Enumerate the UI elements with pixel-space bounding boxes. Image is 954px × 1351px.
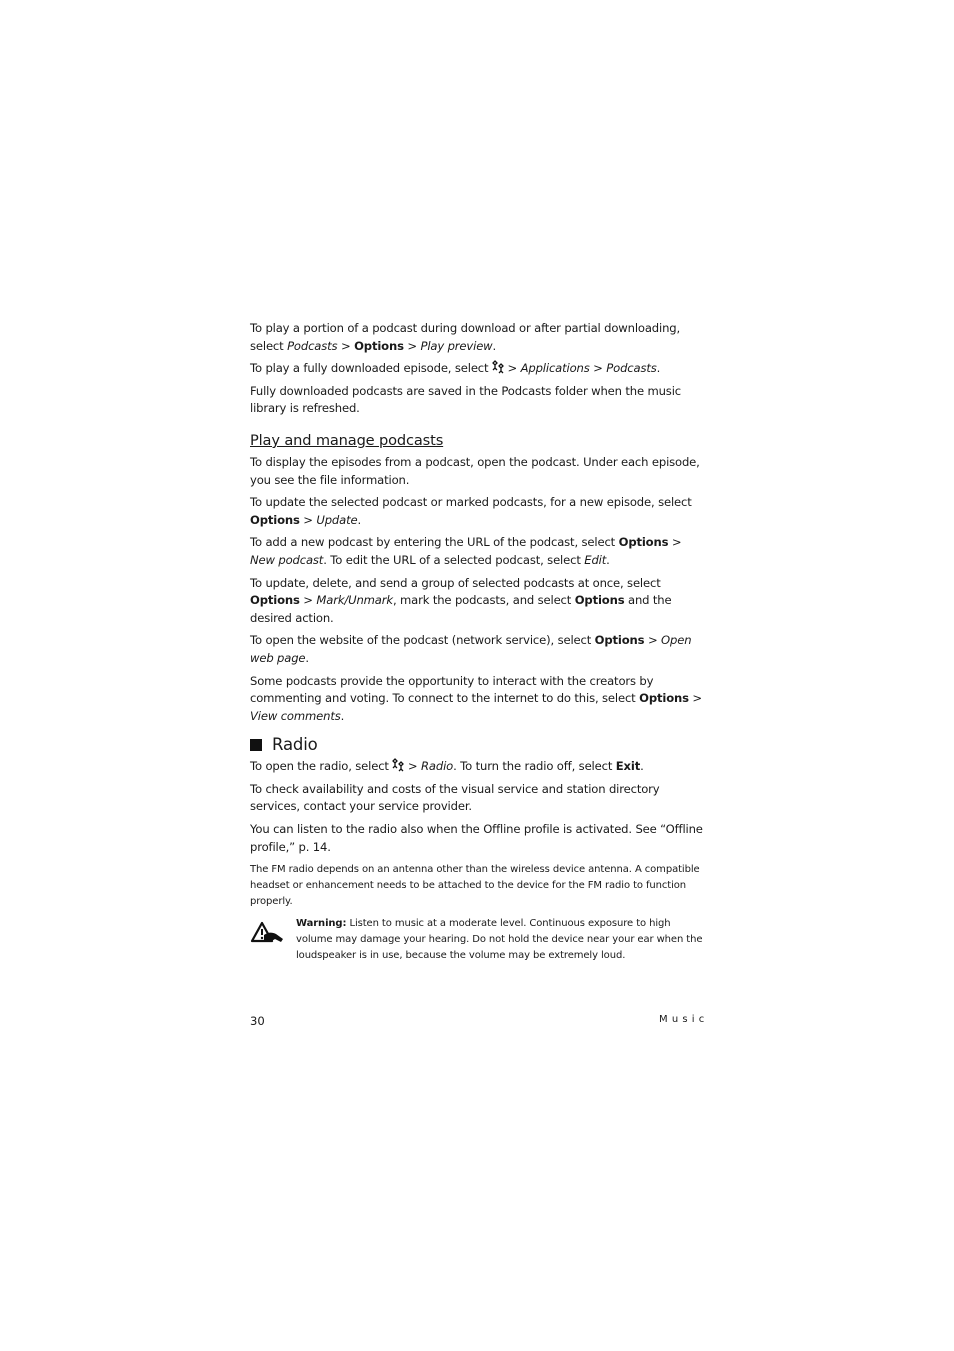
- menu-key-icon: [392, 758, 404, 772]
- menu-key-icon: [492, 360, 504, 374]
- manage-paragraph-3: To add a new podcast by entering the URL of the podcast, select Options > New podcast. To edit the URL of a selected podcast, select Edit.: [250, 535, 682, 567]
- warning-block: [250, 916, 706, 964]
- intro-paragraph-2: To play a fully downloaded episode, select > Applications > Podcasts.: [250, 361, 661, 376]
- black-square-icon: [250, 739, 262, 751]
- section-heading-radio: [250, 735, 706, 755]
- warning-icon: [250, 920, 284, 946]
- radio-paragraph-3: You can listen to the radio also when the Offline profile is activated. See “Offline profile,” p. 14.: [250, 822, 703, 854]
- manage-paragraph-1: To display the episodes from a podcast, open the podcast. Under each episode, you see the file information.: [250, 454, 700, 487]
- page-content: [250, 320, 706, 964]
- intro-paragraph-3: Fully downloaded podcasts are saved in the Podcasts folder when the music library is refreshed.: [250, 383, 681, 416]
- section-heading-play-manage: Play and manage podcasts: [250, 431, 444, 449]
- radio-paragraph-2: To check availability and costs of the visual service and station directory services, contact your service provider.: [250, 781, 660, 814]
- manage-paragraph-5: To open the website of the podcast (network service), select Options > Open web page.: [250, 633, 692, 665]
- manage-paragraph-4: To update, delete, and send a group of selected podcasts at once, select Options > Mark/Unmark, mark the podcasts, and select Options and the desired action.: [250, 575, 672, 625]
- fm-radio-note: The FM radio depends on an antenna other than the wireless device antenna. A compatible headset or enhancement needs to be attached to the device for the FM radio to function properly.: [250, 864, 700, 908]
- warning-text: Warning: Listen to music at a moderate level. Continuous exposure to high volume may damage your hearing. Do not hold the device near your ear when the loudspeaker is in use, because the volume may be extremely loud.: [296, 918, 703, 962]
- radio-heading-text: Radio: [272, 735, 318, 755]
- manage-paragraph-6: Some podcasts provide the opportunity to interact with the creators by commenting and voting. To connect to the internet to do this, select Options > View comments.: [250, 673, 702, 723]
- intro-paragraph-1: To play a portion of a podcast during download or after partial downloading, select Podcasts > Options > Play preview.: [250, 321, 681, 353]
- radio-paragraph-1: To open the radio, select > Radio. To turn the radio off, select Exit.: [250, 759, 644, 774]
- chapter-title: Music: [659, 1014, 709, 1025]
- manage-paragraph-2: To update the selected podcast or marked podcasts, for a new episode, select Options > Update.: [250, 495, 692, 527]
- page-number: 30: [250, 1014, 265, 1028]
